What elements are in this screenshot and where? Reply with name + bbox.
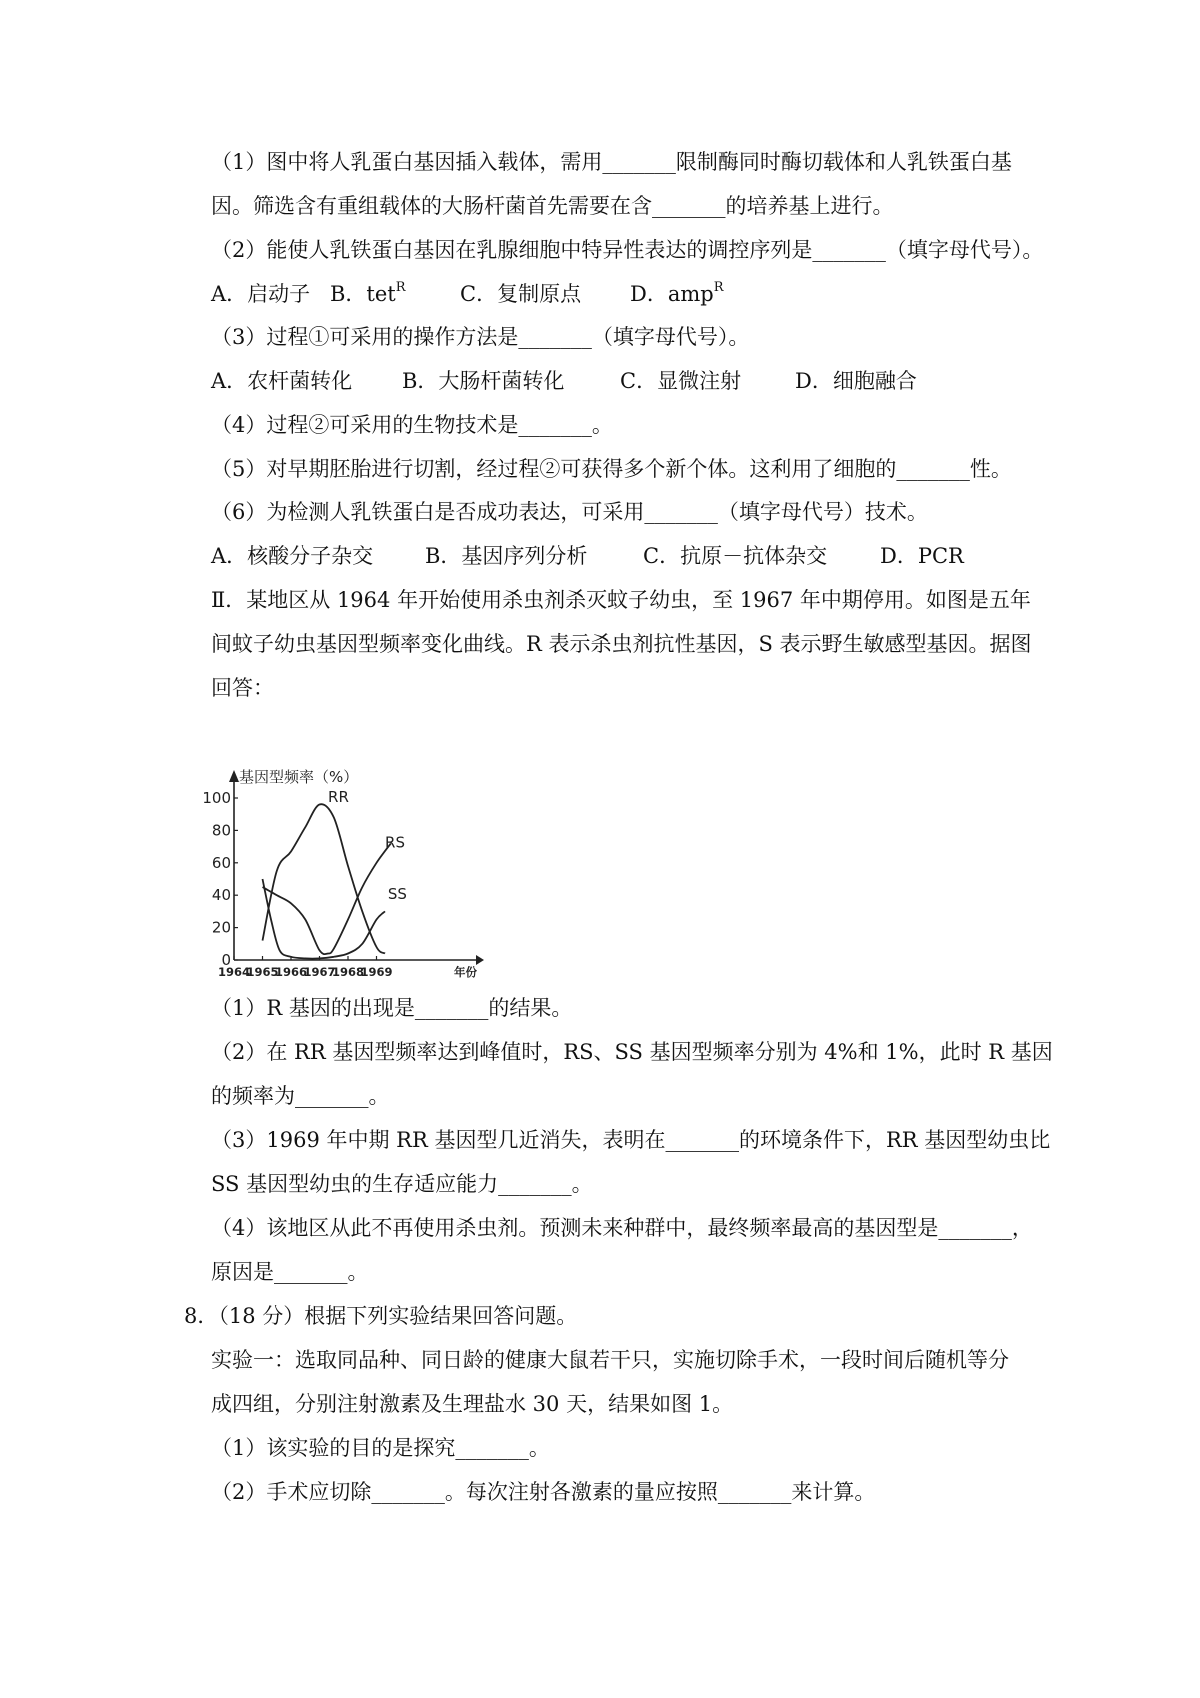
option-c: C．显微注射 <box>620 369 742 393</box>
experiment-1-line: 实验一：选取同品种、同日龄的健康大鼠若干只，实施切除手术，一段时间后随机等分 <box>211 1348 1009 1372</box>
x-tick-label: 1964 <box>217 965 251 979</box>
q2-4-line: （4）该地区从此不再使用杀虫剂。预测未来种群中，最终频率最高的基因型是_______， <box>211 1216 1033 1240</box>
x-axis-arrow <box>476 955 484 965</box>
option-d: D．PCR <box>880 544 964 568</box>
option-b: B．大肠杆菌转化 <box>402 369 565 393</box>
section-ii-intro-end: 回答： <box>211 676 274 700</box>
q1-4-line: （4）过程②可采用的生物技术是_______。 <box>211 413 613 437</box>
chart-svg <box>202 768 508 990</box>
question-8-heading: 8．（18 分）根据下列实验结果回答问题。 <box>184 1304 578 1328</box>
q1-5-line: （5）对早期胚胎进行切割，经过程②可获得多个新个体。这利用了细胞的_______性。 <box>211 457 1012 481</box>
q8-2-line: （2）手术应切除_______。每次注射各激素的量应按照_______来计算。 <box>211 1480 876 1504</box>
q2-3-line-cont: SS 基因型幼虫的生存适应能力_______。 <box>211 1172 593 1196</box>
q2-3-line: （3）1969 年中期 RR 基因型几近消失，表明在_______的环境条件下，RR 基因型幼虫比 <box>211 1128 1051 1152</box>
x-axis-label: 年份 <box>454 965 477 979</box>
y-tick-label: 80 <box>211 821 231 840</box>
x-tick-label: 1967 <box>303 965 336 979</box>
option-d: D．细胞融合 <box>795 369 917 393</box>
q2-2-line: （2）在 RR 基因型频率达到峰值时，RS、SS 基因型频率分别为 4%和 1%，此时 R 基因 <box>211 1040 1053 1064</box>
y-tick-label: 100 <box>202 789 231 807</box>
series-label-rr: RR <box>328 788 349 806</box>
y-tick-label: 20 <box>211 918 231 937</box>
q2-2-line-cont: 的频率为_______。 <box>211 1084 390 1108</box>
x-tick-label: 1969 <box>360 965 393 979</box>
experiment-1-line-cont: 成四组，分别注射激素及生理盐水 30 天，结果如图 1。 <box>211 1392 734 1416</box>
x-tick-label: 1966 <box>274 965 308 979</box>
option-b: B．基因序列分析 <box>425 544 588 568</box>
y-tick-label: 60 <box>211 853 231 872</box>
x-tick-label: 1965 <box>246 965 279 979</box>
q1-2-line: （2）能使人乳铁蛋白基因在乳腺细胞中特异性表达的调控序列是_______（填字母代号）。 <box>211 238 1044 262</box>
section-ii-intro: Ⅱ．某地区从 1964 年开始使用杀虫剂杀灭蚊子幼虫，至 1967 年中期停用。如图是五年 <box>211 588 1031 612</box>
series-label-ss: SS <box>387 885 407 904</box>
option-d: D．amp$^R$ <box>630 280 724 306</box>
q1-1-line: （1）图中将人乳蛋白基因插入载体，需用_______限制酶同时酶切载体和人乳铁蛋白基 <box>211 150 1012 174</box>
y-tick-label: 40 <box>211 886 231 905</box>
x-tick-label: 1968 <box>331 965 365 979</box>
option-c: C．复制原点 <box>460 282 582 306</box>
section-ii-intro-cont: 间蚊子幼虫基因型频率变化曲线。R 表示杀虫剂抗性基因，S 表示野生敏感型基因。据图 <box>211 632 1032 656</box>
q1-6-line: （6）为检测人乳铁蛋白是否成功表达，可采用_______（填字母代号）技术。 <box>211 500 928 524</box>
option-a: A．核酸分子杂交 <box>211 544 374 568</box>
q1-1-line-cont: 因。筛选含有重组载体的大肠杆菌首先需要在含_______的培养基上进行。 <box>211 194 894 218</box>
q8-1-line: （1）该实验的目的是探究_______。 <box>211 1436 550 1460</box>
q1-3-line: （3）过程①可采用的操作方法是_______（填字母代号）。 <box>211 325 750 349</box>
option-c: C．抗原－抗体杂交 <box>643 544 828 568</box>
q2-1-line: （1）R 基因的出现是_______的结果。 <box>211 996 573 1020</box>
y-tick-label: 0 <box>221 951 231 969</box>
series-label-rs: RS <box>385 833 406 852</box>
option-a: A．启动子 <box>211 282 311 306</box>
y-axis-label: 基因型频率（%） <box>239 768 359 786</box>
option-a: A．农杆菌转化 <box>211 369 353 393</box>
option-b: B．tet$^R$ <box>330 280 406 306</box>
series-line-ss <box>263 879 386 959</box>
q2-4-line-cont: 原因是_______。 <box>211 1260 369 1284</box>
genotype-frequency-chart <box>202 768 508 990</box>
y-axis-arrow <box>229 770 239 782</box>
